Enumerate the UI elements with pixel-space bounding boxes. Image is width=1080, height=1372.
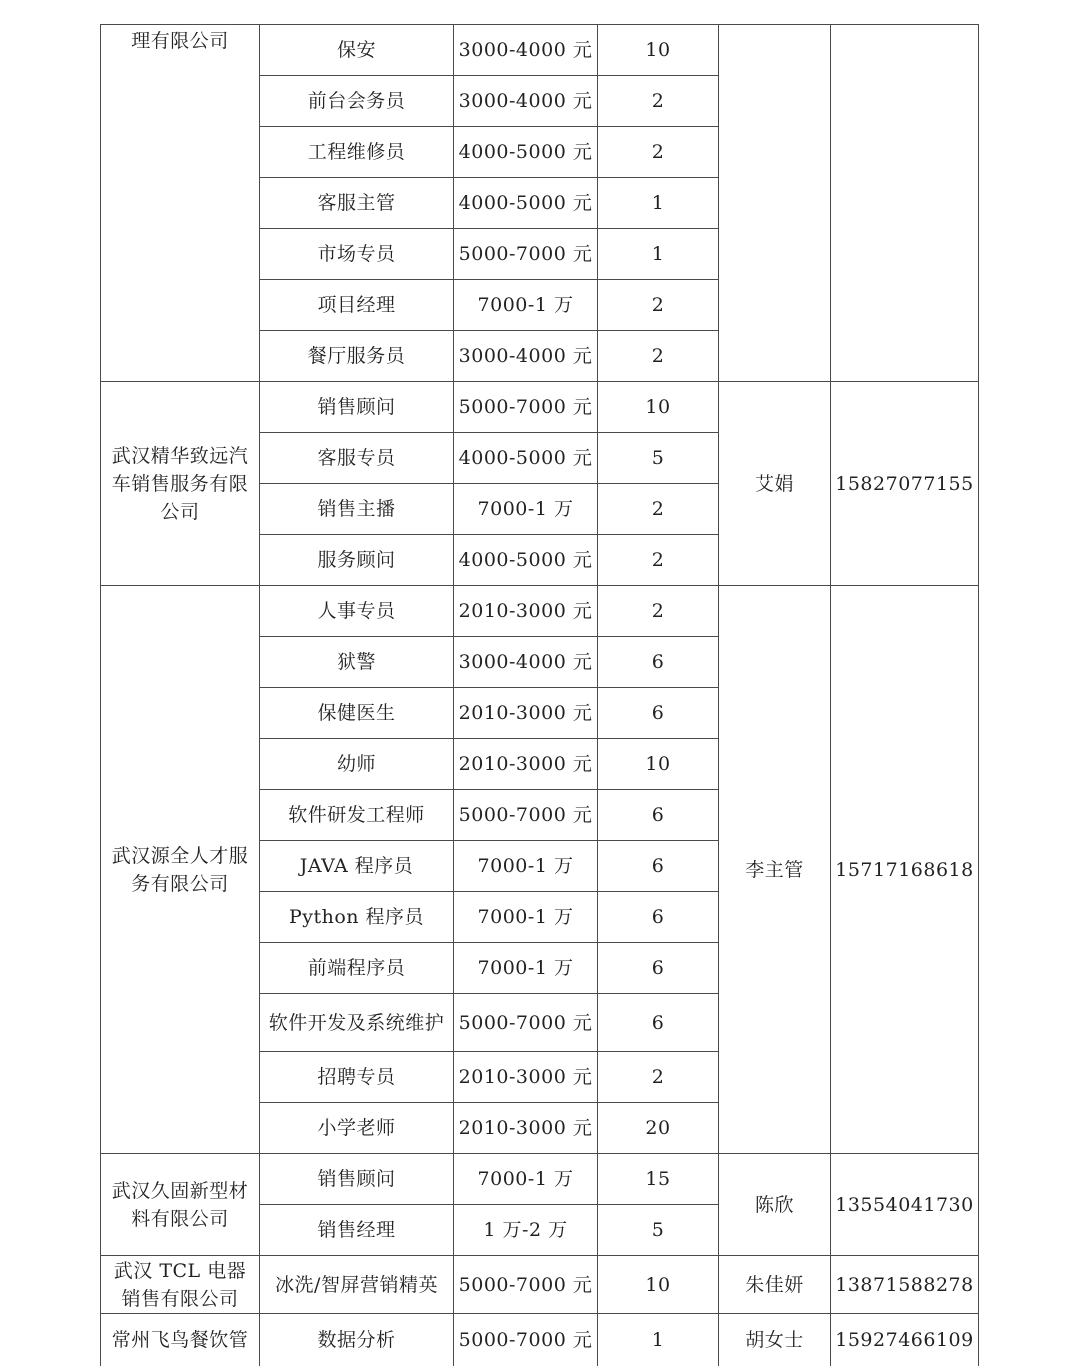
table-row [101,1314,979,1366]
job-salary: 5000-7000 元 [454,790,598,841]
job-salary: 2010-3000 元 [454,739,598,790]
job-headcount: 6 [598,994,719,1052]
job-headcount: 1 [598,229,719,280]
job-salary: 2010-3000 元 [454,586,598,637]
job-salary: 5000-7000 元 [454,229,598,280]
table-row [101,1154,979,1205]
job-headcount: 6 [598,841,719,892]
job-salary: 3000-4000 元 [454,637,598,688]
job-salary: 5000-7000 元 [454,994,598,1052]
job-title: 市场专员 [260,229,454,280]
job-headcount: 2 [598,127,719,178]
job-title: 人事专员 [260,586,454,637]
contact-person: 陈欣 [719,1154,831,1256]
contact-phone: 13871588278 [831,1256,979,1314]
job-title: 客服专员 [260,433,454,484]
job-title: 销售经理 [260,1205,454,1256]
job-salary: 4000-5000 元 [454,127,598,178]
company-name: 理有限公司 [101,25,260,382]
contact-person: 李主管 [719,586,831,1154]
job-headcount: 6 [598,790,719,841]
contact-person: 艾娟 [719,382,831,586]
job-salary: 2010-3000 元 [454,688,598,739]
table-row [101,1256,979,1314]
job-title: 销售主播 [260,484,454,535]
job-headcount: 1 [598,178,719,229]
job-salary: 4000-5000 元 [454,433,598,484]
job-headcount: 2 [598,1052,719,1103]
job-salary: 5000-7000 元 [454,1256,598,1314]
contact-person [719,25,831,382]
job-headcount: 5 [598,433,719,484]
job-headcount: 10 [598,382,719,433]
job-salary: 7000-1 万 [454,1154,598,1205]
job-title: 幼师 [260,739,454,790]
job-salary: 5000-7000 元 [454,1314,598,1366]
table-row [101,382,979,433]
job-salary: 2010-3000 元 [454,1103,598,1154]
company-name: 武汉 TCL 电器销售有限公司 [101,1256,260,1314]
job-headcount: 10 [598,25,719,76]
contact-phone: 15827077155 [831,382,979,586]
job-headcount: 5 [598,1205,719,1256]
contact-person: 朱佳妍 [719,1256,831,1314]
job-listing-table [100,24,979,1366]
job-title: 前端程序员 [260,943,454,994]
job-title: 小学老师 [260,1103,454,1154]
contact-person: 胡女士 [719,1314,831,1366]
job-salary: 7000-1 万 [454,280,598,331]
job-title: 数据分析 [260,1314,454,1366]
job-salary: 4000-5000 元 [454,535,598,586]
table-row [101,586,979,637]
job-salary: 4000-5000 元 [454,178,598,229]
job-title: 项目经理 [260,280,454,331]
company-name: 常州飞鸟餐饮管 [101,1314,260,1366]
job-headcount: 10 [598,1256,719,1314]
contact-phone: 15927466109 [831,1314,979,1366]
contact-phone: 13554041730 [831,1154,979,1256]
table-row [101,25,979,76]
job-title: Python 程序员 [260,892,454,943]
job-title: 招聘专员 [260,1052,454,1103]
job-headcount: 10 [598,739,719,790]
job-headcount: 2 [598,331,719,382]
job-headcount: 2 [598,484,719,535]
job-headcount: 2 [598,535,719,586]
job-title: 保健医生 [260,688,454,739]
job-salary: 7000-1 万 [454,484,598,535]
job-title: 前台会务员 [260,76,454,127]
job-salary: 3000-4000 元 [454,76,598,127]
job-salary: 7000-1 万 [454,892,598,943]
job-salary: 5000-7000 元 [454,382,598,433]
contact-phone [831,25,979,382]
job-headcount: 6 [598,688,719,739]
job-headcount: 2 [598,586,719,637]
company-name: 武汉久固新型材料有限公司 [101,1154,260,1256]
job-title: 餐厅服务员 [260,331,454,382]
job-salary: 7000-1 万 [454,943,598,994]
job-headcount: 6 [598,943,719,994]
job-salary: 1 万-2 万 [454,1205,598,1256]
job-salary: 3000-4000 元 [454,331,598,382]
job-title: 冰洗/智屏营销精英 [260,1256,454,1314]
job-title: 客服主管 [260,178,454,229]
job-headcount: 2 [598,280,719,331]
job-headcount: 20 [598,1103,719,1154]
job-headcount: 6 [598,637,719,688]
job-headcount: 1 [598,1314,719,1366]
job-headcount: 2 [598,76,719,127]
job-title: 狱警 [260,637,454,688]
job-title: 工程维修员 [260,127,454,178]
company-name: 武汉精华致远汽车销售服务有限公司 [101,382,260,586]
job-title: 软件开发及系统维护 [260,994,454,1052]
job-headcount: 6 [598,892,719,943]
job-salary: 2010-3000 元 [454,1052,598,1103]
contact-phone: 15717168618 [831,586,979,1154]
job-salary: 3000-4000 元 [454,25,598,76]
job-title: 保安 [260,25,454,76]
company-name: 武汉源全人才服务有限公司 [101,586,260,1154]
job-title: 软件研发工程师 [260,790,454,841]
job-title: JAVA 程序员 [260,841,454,892]
job-title: 销售顾问 [260,1154,454,1205]
job-salary: 7000-1 万 [454,841,598,892]
job-headcount: 15 [598,1154,719,1205]
job-title: 服务顾问 [260,535,454,586]
job-title: 销售顾问 [260,382,454,433]
